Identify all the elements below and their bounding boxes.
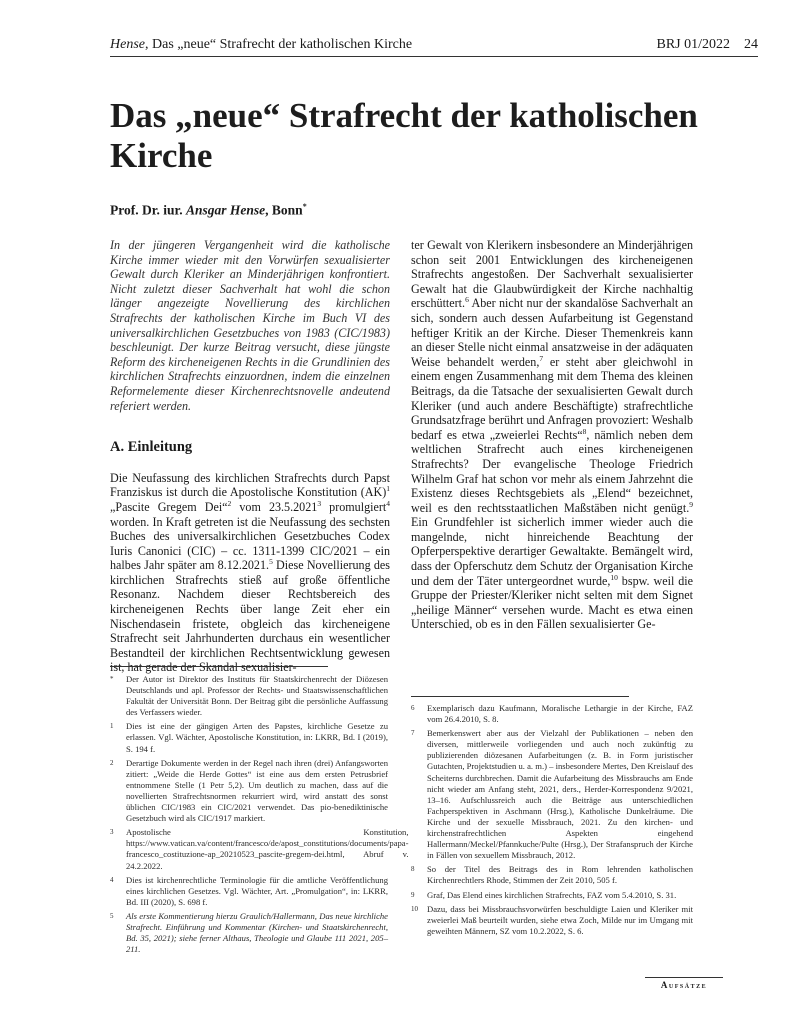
text-segment: er steht aber gleichwohl in einem engen Zusammenhang mit dem Thema des kleinen Beitrags, da die Tatsache der sexualisierten Gewalt durch Kleriker (und auch andere Beschäftigte) strafrechtliche Grundsatzfrage berührt und Anfragen provoziert: Weshalb bedarf es etwa „zweierlei Rechts“ — [411, 354, 693, 442]
section-heading: A. Einleitung — [110, 439, 193, 456]
running-head-meta — [656, 37, 758, 53]
footnote-number: 2 — [110, 758, 114, 767]
author-footnote-mark: * — [302, 202, 307, 211]
running-head-article: , Das „neue“ Strafrecht der katholischen Kirche — [145, 37, 413, 52]
footnote-number: 10 — [411, 904, 418, 913]
footnote-number: * — [110, 675, 114, 683]
text-segment: worden. In Kraft getreten ist die Neufassung des sechsten Buches des universalkirchlichen Gesetzbuches Codex Iuris Canonici (CIC) – cc. 1311-1399 CIC/2021 – ein halbes Jahr später am 8.12.2021. — [110, 514, 390, 573]
text-segment: bspw. weil die Gruppe der Priester/Kleriker nicht selten mit dem Signet „heilige Männer“ versehen wurde. Macht es etwa einen Unterschied, ob es in den Fällen sexualisierter Ge- — [411, 573, 693, 632]
running-head-title — [110, 37, 412, 53]
footnote-text: Apostolische Konstitution, https://www.vatican.va/content/francesco/de/apost_constitutions/documents/papa-francesco_costituzione-ap_20210523_pascite-gregem-dei.html, Abruf v. 24.2.2022. — [126, 827, 409, 871]
footnote — [110, 827, 409, 871]
footnote-ref[interactable]: 8 — [582, 426, 587, 436]
footnote-number: 9 — [411, 890, 415, 899]
footnote-number: 1 — [110, 722, 114, 731]
footnote-text: So der Titel des Beitrags des in Rom lehrenden katholischen Kirchenrechtlers Rhode, Stimmen der Zeit 2010, 505 f. — [427, 864, 693, 886]
author-line — [110, 202, 307, 219]
footnote-number: 7 — [411, 729, 415, 738]
text-segment: Diese Novellierung des kirchlichen Strafrechts stieß auf große öffentliche Resonanz. Nachdem dieser Rechtsbereich des kircheneigenen Rechts über lange Zeit eher ein Nischendasein fristete, obgleich das kircheneigene Strafrecht seit Jahrhunderten durchaus ein wesentlicher Bestandteil der kirchlichen Rechtsentwicklung gewesen ist, hat gerade der Skandal sexualisier- — [110, 558, 391, 675]
footnote-ref[interactable]: 1 — [386, 484, 390, 494]
footnote — [411, 904, 693, 937]
running-head-author: Hense — [110, 37, 145, 52]
text-segment: , nämlich neben dem weltlichen Strafrecht auch eines kircheneigenen Strafrechts? Der evangelische Theologe Friedrich Wilhelm Graf hat schon vor mehr als einem Jahrzehnt die Existenz dieses Rechtsgebiets als „Elend“ bezeichnet, weil es den rechtsstaatlichen Maßstäben nicht genügt. — [411, 427, 693, 515]
text-segment: ter Gewalt von Klerikern insbesondere an Minderjährigen schon seit 2001 Entwicklungen des kircheneigenen Strafrechts angestoßen. Der Sachverhalt sexualisierter Gewalt hat die Glaubwürdigkeit der Kirche nachhaltig erschüttert. — [411, 238, 693, 311]
intro-paragraph — [110, 471, 390, 675]
section-tag: Aufsätze — [645, 977, 723, 990]
footnote-ref[interactable]: 9 — [689, 499, 693, 509]
footnote-divider-right — [411, 696, 629, 697]
footnote — [110, 875, 388, 908]
page-number: 24 — [744, 37, 758, 52]
footnote — [110, 721, 388, 754]
footnote-text: Der Autor ist Direktor des Instituts für Staatskirchenrecht der Diözesen Deutschlands und apl. Professor der Rechts- und Staatswissenschaftlichen Fakultät der Universität Bonn. Der Beitrag gibt die persönliche Auffassung des Verfassers wieder. — [126, 674, 388, 718]
footnote-text: Als erste Kommentierung hierzu Graulich/Hallermann, Das neue kirchliche Strafrecht. Einführung und Kommentar (Kirchen- und Staatskirchenrecht, Bd. 35, 2021); siehe ferner Althaus, Theologie und Glaube 111 2021, 205–211. — [126, 910, 388, 955]
footnote — [411, 728, 693, 861]
footnote — [411, 864, 693, 886]
right-column — [411, 238, 693, 632]
footnote-text: Bemerkenswert aber aus der Vielzahl der Publikationen – neben den diversen, mittlerweile vorliegenden und auch noch zukünftig zu publizierenden diözesanen Aufarbeitungen (z. B. in Form juristischer Gutachten, Projektstudien u. a. m.) – insbesondere Mertes, Den Kreislauf des Scheiterns durchbrechen. Damit die Aufarbeitung des Missbrauchs am Ende nicht wieder am Anfang steht, 2021, ders., Herder-Korrespondenz 9/2021, 13–16. Aufschlussreich auch die Beiträge aus unterschiedlichen Fachperspektiven in Aschmann (Hrsg.), Katholische Dunkelräume. Die Kirche und der sexuelle Missbrauch, 2021. Zu den kirchen- und kirchenstrafrechtlichen Aspekten eingehend Hallermann/Meckel/Pfannkuche/Pulte (Hrsg.), Der Strafanspruch der Kirche in Fällen von sexuellem Missbrauch, 2012. — [427, 728, 693, 861]
footnote-ref[interactable]: 10 — [610, 572, 618, 582]
footnote-text: Dazu, dass bei Missbrauchsvorwürfen beschuldigte Laien und Kleriker mit zweierlei Maß beurteilt wurden, siehe etwa Zoch, Milde nur im Umgang mit geweihten Männern, SZ vom 10.2.2022, S. 6. — [427, 903, 693, 936]
left-column — [110, 238, 390, 675]
running-head — [110, 34, 758, 57]
footnote-number: 5 — [110, 911, 114, 920]
footnote-text: Dies ist kirchenrechtliche Terminologie für die amtliche Veröffentlichung eines kirchlichen Gesetzes. Vgl. Wächter, Art. „Promulgation“, in: LKRR, Bd. III (2020), S. 698 f. — [126, 874, 388, 907]
footnote-ref[interactable]: 7 — [539, 353, 544, 363]
text-segment: „Pascite Gregem Dei“ — [110, 499, 228, 514]
footnote-number: 6 — [411, 704, 415, 712]
text-segment: Ein Grundfehler ist sicherlich immer wieder auch die mangelnde, nicht hinreichende Beachtung der Opferperspektive derartiger Gewaltakte. Bemängelt wird, dass der Opferschutz dem Schutz der Organisation Kirche und dem der Täter untergeordnet wurde, — [411, 515, 693, 588]
footnote — [411, 703, 693, 725]
footnote-ref[interactable]: 2 — [227, 498, 232, 508]
text-segment: Aber nicht nur der skandalöse Sachverhalt an sich, sondern auch dessen Aufarbeitung ist Gegenstand heftiger Kritik an der Kirche. Dieser Themenkreis kann an dieser Stelle nicht einmal ansatzweise in der adäquaten Weise behandelt werden, — [411, 296, 693, 369]
footnote — [110, 674, 388, 718]
footnote-ref[interactable]: 5 — [269, 557, 273, 567]
footnote — [110, 758, 388, 825]
footnote — [411, 890, 693, 901]
text-segment: promulgiert — [321, 499, 387, 514]
footnote-divider-left — [110, 666, 328, 667]
journal-issue: BRJ 01/2022 — [656, 37, 730, 52]
footnote-text: Exemplarisch dazu Kaufmann, Moralische Lethargie in der Kirche, FAZ vom 26.4.2010, S. 8. — [427, 703, 693, 725]
footnote-ref[interactable]: 4 — [386, 498, 390, 508]
footnote-text: Dies ist eine der gängigen Arten des Papstes, kirchliche Gesetze zu erlassen. Vgl. Wächter, Apostolische Konstitution, in: LKRR, Bd. I (2019), S. 194 f. — [126, 721, 388, 754]
article-title: Das „neue“ Strafrecht der katholischen Kirche — [110, 96, 698, 175]
footnote-number: 4 — [110, 875, 114, 884]
footnote-ref[interactable]: 3 — [317, 498, 322, 508]
author-name: Ansgar Hense — [186, 202, 266, 218]
footnote-text: Derartige Dokumente werden in der Regel nach ihren (drei) Anfangsworten zitiert: „Weide die Herde Gottes“ ist eine aus dem ersten Petrusbrief entnommene Stelle (1 Petr 5,2). Um deutlich zu machen, dass auf die novellierten Strafrechtsnormen rekurriert wird, wird anstatt des sonst üblichen CIC/1983 ein CIC/2021 verwendet. Das pio-benediktinische Gesetzbuch wird als CIC/1917 markiert. — [126, 757, 388, 824]
abstract: In der jüngeren Vergangenheit wird die katholische Kirche immer wieder mit den Vorwürfen sexualisierter Gewalt durch Kleriker an Minderjährigen konfrontiert. Nicht zuletzt dieser Sachverhalt hat wohl die schon länger angezeigte Novellierung des kirchlichen Strafrechts der katholischen Kirche im Buch VI des universalkirchlichen Gesetzbuches von 1983 (CIC/1983) beschleunigt. Der kurze Beitrag versucht, diese jüngste Reform des kircheneigenen Rechts in die Grundlinien des kirchlichen Strafrechts einzuordnen, indem die einzelnen Reformelemente dieser Kirchenrechtsnovelle andeutend referiert werden. — [110, 238, 390, 413]
text-segment: vom 23.5.2021 — [231, 499, 318, 514]
text-segment: Die Neufassung des kirchlichen Strafrechts durch Papst Franziskus ist durch die Apostolische Konstitution (AK) — [110, 470, 390, 500]
footnote-number: 3 — [110, 828, 114, 837]
footnote-text: Graf, Das Elend eines kirchlichen Strafrechts, FAZ vom 5.4.2010, S. 31. — [427, 889, 677, 900]
footnote-ref[interactable]: 6 — [465, 295, 469, 305]
footnotes-left — [110, 674, 409, 958]
footnote-number: 8 — [411, 865, 415, 874]
author-affiliation: , Bonn — [265, 202, 303, 218]
footnote — [110, 911, 388, 955]
continued-paragraph — [411, 238, 693, 632]
footnotes-right — [411, 703, 693, 940]
author-prefix: Prof. Dr. iur. — [110, 202, 187, 218]
